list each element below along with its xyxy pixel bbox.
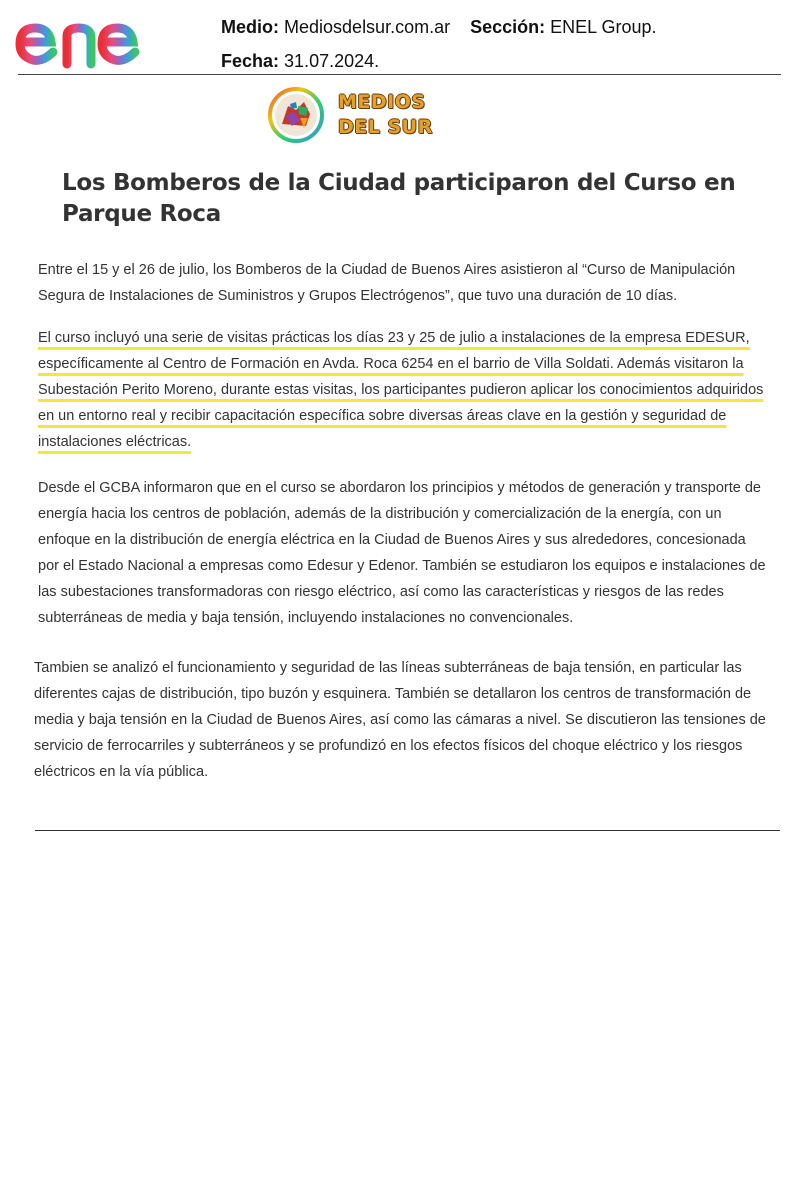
highlighted-text: El curso incluyó una serie de visitas prácticas los días 23 y 25 de julio a instalaciones de la empresa EDESUR, específicamente al Centro de Formación en Avda. Roca 6254 en el barrio de Villa Soldati. Además visitaron la Subestación Perito Moreno, durante estas visitas, los participantes pudieron aplicar los conocimientos adquiridos en un entorno real y recibir capacitación específica sobre diversas áreas clave en la gestión y seguridad de instalaciones eléctricas. [38,330,764,450]
enel-logo [15,8,180,70]
wordmark-line-2: DEL SUR [338,116,433,138]
medios-del-sur-wordmark [338,90,433,140]
fecha-label: Fecha: [221,51,280,71]
medio-label: Medio: [221,17,279,37]
wordmark-line-1: MEDIOS [338,91,426,113]
clipping-header [0,0,800,80]
footer-divider [35,830,780,831]
clipping-metadata [221,10,657,78]
fecha-value: 31.07.2024. [284,51,380,71]
header-divider [18,74,781,75]
seccion-value: ENEL Group. [550,17,657,37]
article-headline: Los Bomberos de la Ciudad participaron del Curso en Parque Roca [62,170,736,227]
seccion-label: Sección: [470,17,546,37]
article-paragraph-4: Tambien se analizó el funcionamiento y seguridad de las líneas subterráneas de baja tensión, en particular las diferentes cajas de distribución, tipo buzón y esquinera. También se detallaron los centros de transformación de media y baja tensión en la Ciudad de Buenos Aires, así como las cámaras a nivel. Se discutieron las tensiones de servicio de ferrocarriles y subterráneos y se profundizó en los efectos físicos del choque eléctrico y los riesgos eléctricos en la vía pública. [34,660,766,780]
medios-del-sur-emblem-icon [266,86,328,148]
article-paragraph-3: Desde el GCBA informaron que en el curso se abordaron los principios y métodos de generación y transporte de energía hacia los centros de población, además de la distribución y comercialización de la energía, con un enfoque en la distribución de energía eléctrica en la Ciudad de Buenos Aires y sus alrededores, concesionada por el Estado Nacional a empresas como Edesur y Edenor. También se estudiaron los equipos e instalaciones de las subestaciones transformadoras con riesgo eléctrico, así como las características y riesgos de las redes subterráneas de media y baja tensión, incluyendo instalaciones no convencionales. [38,480,766,626]
article-paragraph-2-highlighted [38,325,770,455]
medio-value: Mediosdelsur.com.ar [284,17,451,37]
article-paragraph-1: Entre el 15 y el 26 de julio, los Bomberos de la Ciudad de Buenos Aires asistieron al “Curso de Manipulación Segura de Instalaciones de Suministros y Grupos Electrógenos”, que tuvo una duración de 10 días. [38,262,736,304]
